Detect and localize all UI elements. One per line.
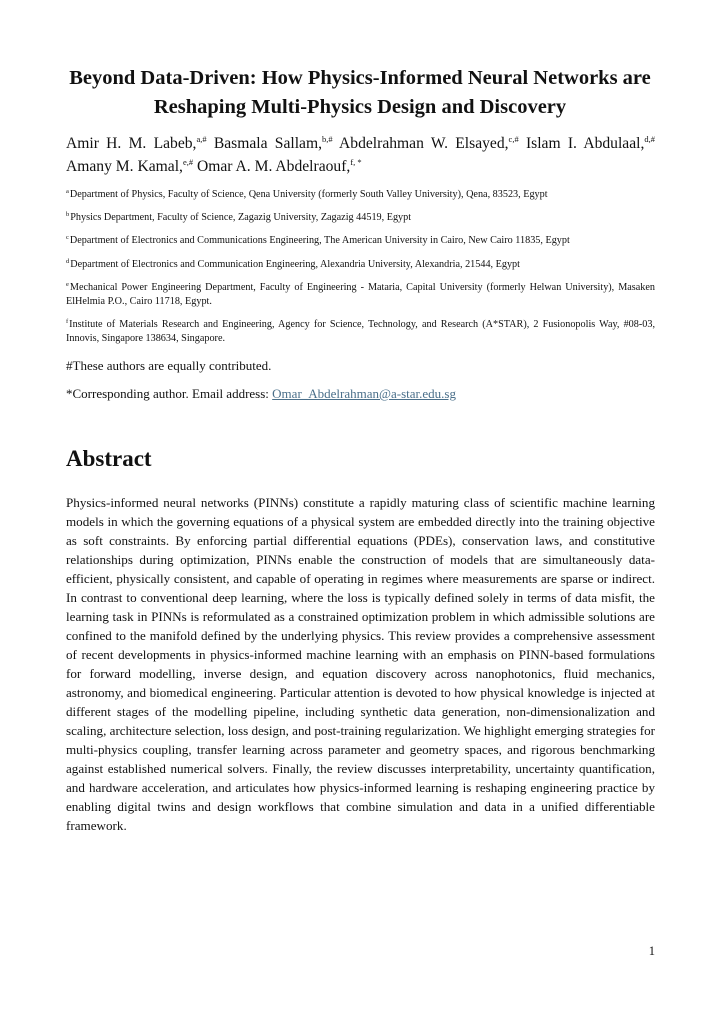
corresponding-label: *Corresponding author. Email address: bbox=[66, 386, 269, 401]
corresponding-author-note bbox=[66, 386, 655, 402]
affiliation-mark: f bbox=[66, 318, 69, 325]
affiliation-mark: a bbox=[66, 188, 69, 195]
paper-title: Beyond Data-Driven: How Physics-Informed Neural Networks are Reshaping Multi-Physics Design and Discovery bbox=[69, 67, 651, 118]
author bbox=[66, 135, 207, 152]
author-affiliation-mark: e,# bbox=[182, 157, 194, 167]
page-number: 1 bbox=[648, 944, 655, 958]
author-affiliation-mark: a,# bbox=[196, 134, 207, 144]
author bbox=[339, 135, 519, 152]
author bbox=[66, 158, 193, 175]
abstract-text: Physics-informed neural networks (PINNs) constitute a rapidly maturing class of scientific machine learning models in which the governing equations of a physical system are embedded directly into the training objective as soft constraints. By enforcing partial differential equations (PDEs), conservation laws, and constitutive relationships during optimization, PINNs enable the construction of models that are simultaneously data-efficient, physically consistent, and capable of operating in regimes where measurements are sparse or indirect. In contrast to conventional deep learning, where the loss is typically defined solely in terms of data misfit, the learning task in PINNs is reformulated as a constrained optimization problem in which admissible solutions are confined to the manifold defined by the underlying physics. This review provides a comprehensive assessment of recent developments in physics-informed machine learning with an emphasis on PINN-based formulations for forward modelling, inverse design, and equation discovery across nanophotonics, fluid mechanics, astronomy, and biomedical engineering. Particular attention is devoted to how physical knowledge is injected at different stages of the modelling pipeline, including synthetic data generation, non-dimensionalization and scaling, architecture selection, loss design, and post-training regularization. We highlight emerging strategies for multi-physics coupling, transfer learning across parameter and geometry spaces, and rigorous benchmarking against established numerical solvers. Finally, the review discusses interpretability, uncertainty quantification, and hardware acceleration, and articulates how physics-informed learning is reshaping engineering practice by enabling digital twins and design workflows that combine simulation and data in a unified differentiable framework. bbox=[66, 495, 655, 833]
affiliation-c bbox=[66, 234, 655, 248]
author-affiliation-mark: d,# bbox=[644, 134, 655, 144]
affiliation-mark: e bbox=[66, 281, 69, 288]
author-name: Abdelrahman W. Elsayed, bbox=[339, 135, 509, 152]
author bbox=[197, 158, 362, 175]
author-name: Amir H. M. Labeb, bbox=[66, 135, 197, 152]
author-list bbox=[66, 132, 655, 178]
affiliation-text: Physics Department, Faculty of Science, Zagazig University, Zagazig 44519, Egypt bbox=[70, 212, 412, 223]
affiliation-text: Department of Electronics and Communications Engineering, The American University in Cairo, New Cairo 11835, Egypt bbox=[69, 235, 570, 246]
author-name: Omar A. M. Abdelraouf, bbox=[197, 158, 351, 175]
author bbox=[526, 135, 655, 152]
affiliation-text: Department of Physics, Faculty of Science, Qena University (formerly South Valley University), Qena, 83523, Egypt bbox=[69, 189, 548, 200]
author bbox=[214, 135, 333, 152]
affiliation-text: Department of Electronics and Communication Engineering, Alexandria University, Alexandria, 21544, Egypt bbox=[70, 259, 520, 270]
equal-contribution-note: #These authors are equally contributed. bbox=[66, 358, 272, 373]
author-affiliation-mark: f, * bbox=[350, 157, 362, 167]
affiliation-b bbox=[66, 211, 655, 225]
affiliation-f bbox=[66, 318, 655, 345]
abstract-heading: Abstract bbox=[66, 446, 152, 471]
affiliation-a bbox=[66, 188, 655, 202]
affiliation-mark: d bbox=[66, 258, 70, 265]
author-name: Basmala Sallam, bbox=[213, 135, 322, 152]
author-affiliation-mark: c,# bbox=[508, 134, 519, 144]
corresponding-email-link[interactable]: Omar_Abdelrahman@a-star.edu.sg bbox=[272, 386, 456, 401]
affiliation-text: Institute of Materials Research and Engineering, Agency for Science, Technology, and Research (A*STAR), 2 Fusionopolis Way, #08-03, Innovis, Singapore 138634, Singapore. bbox=[66, 319, 655, 344]
author-name: Amany M. Kamal, bbox=[66, 158, 183, 175]
affiliation-e bbox=[66, 281, 655, 308]
author-affiliation-mark: b,# bbox=[322, 134, 333, 144]
affiliation-text: Mechanical Power Engineering Department, Faculty of Engineering - Mataria, Capital University (formerly Helwan University), Masaken ElHelmia P.O., Cairo 11718, Egypt. bbox=[66, 282, 655, 307]
affiliation-mark: c bbox=[66, 234, 69, 241]
author-name: Islam I. Abdulaal, bbox=[525, 135, 645, 152]
affiliation-d bbox=[66, 258, 655, 272]
affiliation-mark: b bbox=[66, 211, 70, 218]
